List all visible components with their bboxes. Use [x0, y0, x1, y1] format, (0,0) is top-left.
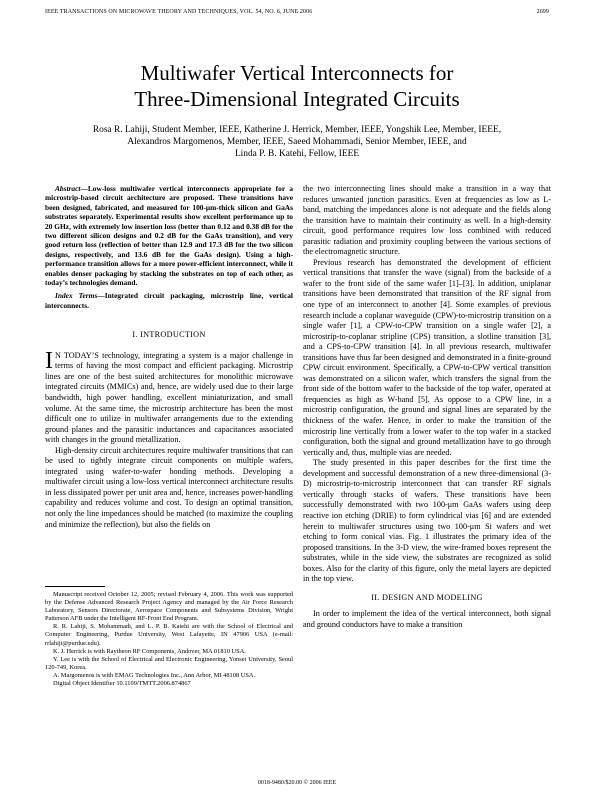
abstract	[45, 184, 293, 287]
journal-name: IEEE TRANSACTIONS ON MICROWAVE THEORY AND TECHNIQUES, VOL. 54, NO. 6, JUNE 2006	[45, 9, 313, 15]
index-terms	[45, 291, 293, 310]
footnote-affiliation-1: R. R. Lahiji, S. Mohammadi, and L. P. B. Katehi are with the School of Electrical and Computer Engineering, Purdue University, West Lafayette, IN 47906 USA (e-mail: rrlahiji@purdue.edu).	[45, 623, 293, 647]
index-terms-text: —Integrated circuit packaging, microstrip line, vertical interconnects.	[45, 291, 293, 310]
authors-line-3: Linda P. B. Katehi, Fellow, IEEE	[234, 149, 360, 159]
section-heading-introduction: I. INTRODUCTION	[132, 330, 206, 340]
footnote-affiliation-3: Y. Lee is with the School of Electrical and Electronic Engineering, Yonsei University, Seoul 120-749, Korea.	[45, 655, 293, 671]
footnote-affiliation-2: K. J. Herrick is with Raytheon RF Components, Andover, MA 01810 USA.	[53, 647, 246, 655]
title-line-1: Multiwafer Vertical Interconnects for	[140, 61, 454, 85]
footnotes	[45, 586, 293, 688]
section-heading-design: II. DESIGN AND MODELING	[371, 592, 483, 602]
footnote-affiliation-4: A. Margomenos is with EMAG Technologies Inc., Ann Arbor, MI 48108 USA.	[53, 671, 256, 679]
intro-paragraph-1	[45, 347, 293, 446]
title-line-2: Three-Dimensional Integrated Circuits	[134, 87, 460, 111]
right-paragraph-3: The study presented in this paper describes for the first time the development and successful demonstration of a new three-dimensional (3-D) microstrip-to-microstrip interconnect that can transfer RF signals vertically through stacks of wafers. These transitions have been successfully demonstrated with two 100-μm GaAs wafers using deep reactive ion etching (DRIE) to form cylindrical vias [6] and are extended herein to multiwafer structures using two 100-μm Si wafers and wet etching to form conical vias. Fig. 1 illustrates the primary idea of the proposed transitions. In the 3-D view, the wire-framed boxes represent the substrates, while in the side view, the substrates are recognized as solid boxes. Also for the clarity of this figure, only the metal layers are depicted in the top view.	[303, 458, 551, 584]
page-number: 2699	[536, 9, 549, 15]
author-list	[38, 124, 556, 160]
authors-line-1: Rosa R. Lahiji, Student Member, IEEE, Katherine J. Herrick, Member, IEEE, Yongshik Lee, Member, IEEE,	[92, 125, 502, 135]
authors-line-2: Alexandros Margomenos, Member, IEEE, Saeed Mohammadi, Senior Member, IEEE, and	[127, 137, 467, 147]
abstract-lead: Abstract	[55, 184, 81, 193]
footnote-manuscript: Manuscript received October 12, 2005; revised February 4, 2006. This work was supported by the Defense Advanced Research Project Agency and managed by the Air Force Research Laboratory, Sensors Directorate, Aerospace Components and Subsystems Division, Wright Patterson AFB under the Intelligent RF-Front End Program.	[45, 591, 293, 623]
drop-cap: I	[45, 347, 53, 374]
footnote-doi: Digital Object Identifier 10.1109/TMTT.2006.874867	[53, 680, 191, 688]
footnote-rule	[45, 586, 105, 587]
intro-paragraph-2: High-density circuit architectures require multiwafer transitions that can be used to tightly integrate circuit components on multiple wafers, integrated using wafer-to-wafer bonding methods. Developing a multiwafer circuit using a low-loss vertical interconnect architecture results in less dissipated power per unit area and, hence, increases power-handling capability and reduces volume and cost. To design an optimal transition, not only the line impedances should be matched (to maximize the coupling and minimize the reflection), but also the fields on	[45, 445, 293, 529]
right-paragraph-4: In order to implement the idea of the vertical interconnect, both signal and ground conductors have to make a transition	[303, 609, 551, 629]
intro-paragraph-1-text: N TODAY’S technology, integrating a system is a major challenge in terms of having the most compact and efficient packaging. Microstrip lines are one of the best suited architectures for monolithic microwave integrated circuits (MMICs) and, hence, are widely used due to their large bandwidth, high power handling, excellent miniaturization, and small volume. At the same time, the microstrip architecture has been the most difficult one to utilize in multiwafer arrangements due to the extending ground planes and the parasitic inductances and capacitances associated with changes in the ground metallization.	[45, 350, 293, 445]
abstract-text: —Low-loss multiwafer vertical interconnects appropriate for a microstrip-based circuit architecture are proposed. These transitions have been designed, fabricated, and measured for 100-μm-thick silicon and GaAs substrates separately. Experimental results show excellent performance up to 20 GHz, with extremely low insertion loss (better than 0.12 and 0.38 dB for the two different silicon designs and 0.2 dB for the GaAs transition), and very good return loss (reflection of better than 12.9 and 17.3 dB for the two silicon designs, respectively, and 13.6 dB for the GaAs design). Using a high-performance transition allows for a more power-efficient interconnect, while it enables denser packaging by stacking the substrates on top of each other, as today’s technologies demand.	[45, 184, 293, 288]
index-terms-lead: Index Terms	[55, 291, 98, 301]
right-paragraph-1: the two interconnecting lines should make a transition in a way that reduces unwanted junction parasitics. Even at frequencies as low as L-band, matching the impedances alone is not adequate and the fields along the transition have to maintain their continuity as well. In a high-density circuit, good performance requires low loss combined with reduced parasitic radiation and proximity coupling between the various sections of the electromagnetic structure.	[303, 184, 551, 257]
left-column	[45, 184, 293, 530]
right-paragraph-2: Previous research has demonstrated the development of efficient vertical transitions that transfer the wave (signal) from the backside of a wafer to the front side of the same wafer [1]–[3]. In addition, uniplanar transitions have been demonstrated that transition of the RF signal from one type of an interconnect to another [4]. Some examples of previous research include a coplanar waveguide (CPW)-to-microstrip transition on a single wafer [1], a CPW-to-CPW transition on a single wafer [2], a microstrip-to-coplanar stripline (CPS) transition, a slotline transition [3], and a CPS-to-CPW transition [4]. In all previous research, multiwafer transitions have thus far been designed and demonstrated in a finite-ground CPW circuit environment. Specifically, a CPW-to-CPW vertical transition was demonstrated on a silicon wafer, which transfers the signal from the front side of the bottom wafer to the backside of the top wafer, operated at frequencies as high as W-band [5]. As oppose to a CPW line, in a microstrip configuration, the ground and signal lines are separated by the thickness of the wafer. Hence, in order to make the transition of the microstrip line vertically from a lower wafer to the top wafer in a stacked configuration, both the signal and ground metallization have to go through vertically and, thus, multiple vias are needed.	[303, 257, 551, 457]
right-column	[303, 184, 551, 630]
copyright-footer: 0018-9480/$20.00 © 2006 IEEE	[257, 780, 337, 786]
running-header	[45, 9, 549, 15]
paper-title	[30, 60, 564, 112]
